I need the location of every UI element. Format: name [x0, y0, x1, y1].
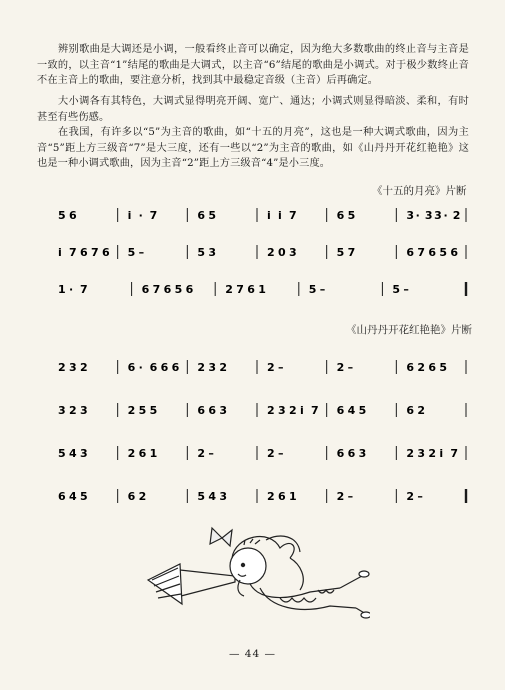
note-glyph: i	[58, 246, 62, 259]
note-glyph: 5	[174, 283, 183, 296]
note-glyph: 2	[58, 361, 66, 374]
note-glyph: 2	[80, 361, 88, 374]
note-glyph: 5	[127, 246, 136, 259]
note-glyph: 2	[197, 447, 205, 460]
excerpt2-caption: 《山丹丹开花红艳艳》片断	[346, 324, 472, 336]
note-glyph: 3	[80, 404, 88, 417]
note-glyph: 7	[347, 246, 356, 259]
note-glyph: 6	[149, 361, 158, 374]
note-glyph: ·	[443, 209, 448, 222]
excerpt1-notation	[58, 208, 466, 296]
note-glyph: 6	[185, 283, 194, 296]
note-glyph: 3	[80, 447, 88, 460]
note-glyph: 2	[417, 361, 425, 374]
note-glyph: ·	[69, 283, 74, 296]
note-glyph: 7	[417, 246, 425, 259]
note-glyph: 3	[434, 209, 442, 222]
note-glyph: 2	[267, 404, 275, 417]
note-glyph: i	[439, 447, 444, 460]
note-glyph: –	[417, 490, 423, 503]
note-glyph: 7	[149, 209, 158, 222]
excerpt1-caption: 《十五的月亮》片断	[372, 185, 467, 197]
note-glyph: 7	[450, 447, 458, 460]
note-glyph: 7	[80, 283, 88, 296]
note-glyph: 2	[336, 490, 345, 503]
note-glyph: 7	[69, 246, 77, 259]
note-glyph: –	[138, 246, 145, 259]
note-glyph: 5	[392, 283, 401, 296]
note-glyph: 6	[208, 404, 216, 417]
note-glyph: 5	[336, 246, 345, 259]
note-glyph: 2	[428, 447, 436, 460]
note-glyph: –	[208, 447, 214, 460]
note-glyph: 2	[138, 490, 147, 503]
note-glyph: i	[267, 209, 271, 222]
note-glyph: 6	[428, 361, 436, 374]
paragraph-1: 辨别歌曲是大调还是小调，一般看终止音可以确定，因为绝大多数歌曲的终止音与主音是一致的，以主音“1”结尾的歌曲是大调式，以主音“6”结尾的歌曲是小调式。对于极少数终止音不在主音上的歌曲，要注意分析，找到其中最稳定音级（主音）后再确定。	[37, 44, 469, 87]
note-glyph: 1	[149, 447, 158, 460]
note-glyph: 4	[69, 490, 77, 503]
paragraph-3: 在我国，有许多以“5”为主音的歌曲，如“十五的月亮”，这也是一种大调式歌曲，因为主音“5”距上方三级音“7”是大三度，还有一些以“2”为主音的歌曲，如《山丹丹开花红艳艳》这也是一种小调式歌曲，因为主音“2”距上方三级音“4”是小三度。	[37, 127, 469, 170]
note-glyph: 3	[208, 361, 216, 374]
note-glyph: 6	[197, 209, 205, 222]
note-glyph: 6	[163, 283, 172, 296]
note-glyph: 6	[336, 209, 345, 222]
note-glyph: 2	[406, 490, 414, 503]
note-glyph: 6	[69, 209, 77, 222]
note-glyph: 3	[424, 209, 433, 222]
note-glyph: 6	[406, 404, 414, 417]
note-glyph: 5	[347, 209, 356, 222]
note-glyph: 3	[208, 246, 216, 259]
note-glyph: 3	[219, 490, 227, 503]
note-glyph: 6	[102, 246, 110, 259]
note-glyph: –	[319, 283, 326, 296]
note-glyph: 4	[69, 447, 77, 460]
note-glyph: 0	[278, 246, 286, 259]
note-glyph: 6	[278, 490, 286, 503]
note-glyph: 6	[58, 490, 66, 503]
note-glyph: 2	[336, 361, 345, 374]
note-glyph: 3	[278, 404, 286, 417]
note-glyph: 2	[417, 404, 425, 417]
note-glyph: 2	[267, 361, 275, 374]
note-glyph: 6	[450, 246, 458, 259]
note-glyph: 5	[80, 490, 88, 503]
note-glyph: 6	[347, 447, 356, 460]
note-glyph: 6	[138, 447, 147, 460]
note-glyph: 2	[197, 361, 205, 374]
note-glyph: 1	[58, 283, 66, 296]
note-glyph: 6	[428, 246, 436, 259]
note-glyph: 3	[219, 404, 227, 417]
note-glyph: 2	[127, 404, 136, 417]
note-glyph: 2	[267, 490, 275, 503]
note-glyph: 7	[236, 283, 244, 296]
note-glyph: –	[347, 361, 354, 374]
excerpt2-notation	[58, 360, 466, 503]
note-glyph: 2	[406, 447, 414, 460]
note-glyph: ·	[138, 209, 143, 222]
paragraph-2: 大小调各有其特色，大调式显得明亮开阔、宽广、通达；小调式则显得暗淡、柔和，有时甚至有些伤感。	[37, 96, 469, 123]
note-glyph: 5	[439, 246, 447, 259]
note-glyph: 2	[289, 404, 297, 417]
note-glyph: 1	[289, 490, 297, 503]
note-glyph: 5	[58, 209, 66, 222]
girl-with-trumpet-illustration	[140, 518, 370, 628]
note-glyph: 6	[336, 404, 345, 417]
note-glyph: 3	[417, 447, 425, 460]
note-glyph: 6	[406, 246, 414, 259]
note-glyph: –	[403, 283, 409, 296]
note-glyph: 6	[171, 361, 180, 374]
note-glyph: 2	[69, 404, 77, 417]
note-glyph: 7	[152, 283, 161, 296]
note-glyph: i	[300, 404, 304, 417]
note-glyph: 3	[58, 404, 66, 417]
note-glyph: 2	[267, 246, 275, 259]
note-glyph: 5	[197, 490, 205, 503]
note-glyph: i	[127, 209, 132, 222]
note-glyph: 2	[267, 447, 275, 460]
note-glyph: –	[347, 490, 354, 503]
note-glyph: 2	[225, 283, 233, 296]
note-glyph: 6	[197, 404, 205, 417]
note-glyph: 7	[311, 404, 319, 417]
note-glyph: 5	[149, 404, 158, 417]
note-glyph: 6	[127, 361, 136, 374]
note-glyph: –	[278, 361, 284, 374]
note-glyph: 3	[69, 361, 77, 374]
note-glyph: i	[278, 209, 282, 222]
note-glyph: 2	[127, 447, 136, 460]
note-glyph: 1	[258, 283, 266, 296]
note-glyph: 6	[127, 490, 136, 503]
note-glyph: 5	[208, 209, 216, 222]
note-glyph: 4	[347, 404, 356, 417]
note-glyph: 2	[452, 209, 461, 222]
note-glyph: ·	[138, 361, 143, 374]
note-glyph: 5	[308, 283, 317, 296]
note-glyph: 3	[289, 246, 297, 259]
note-glyph: 3	[358, 447, 367, 460]
note-glyph: ·	[415, 209, 420, 222]
note-glyph: 5	[358, 404, 367, 417]
note-glyph: 5	[197, 246, 205, 259]
page-number: — 44 —	[228, 648, 277, 660]
note-glyph: 2	[219, 361, 227, 374]
note-glyph: 6	[160, 361, 169, 374]
note-glyph: 7	[289, 209, 297, 222]
note-glyph: 6	[141, 283, 150, 296]
note-glyph: 4	[208, 490, 216, 503]
note-glyph: 6	[406, 361, 414, 374]
note-glyph: 7	[91, 246, 99, 259]
note-glyph: 6	[80, 246, 88, 259]
note-glyph: 6	[247, 283, 255, 296]
note-glyph: 5	[58, 447, 66, 460]
note-glyph: 6	[336, 447, 345, 460]
note-glyph: –	[278, 447, 284, 460]
note-glyph: 5	[138, 404, 147, 417]
note-glyph: 5	[439, 361, 447, 374]
note-glyph: 3	[406, 209, 414, 222]
